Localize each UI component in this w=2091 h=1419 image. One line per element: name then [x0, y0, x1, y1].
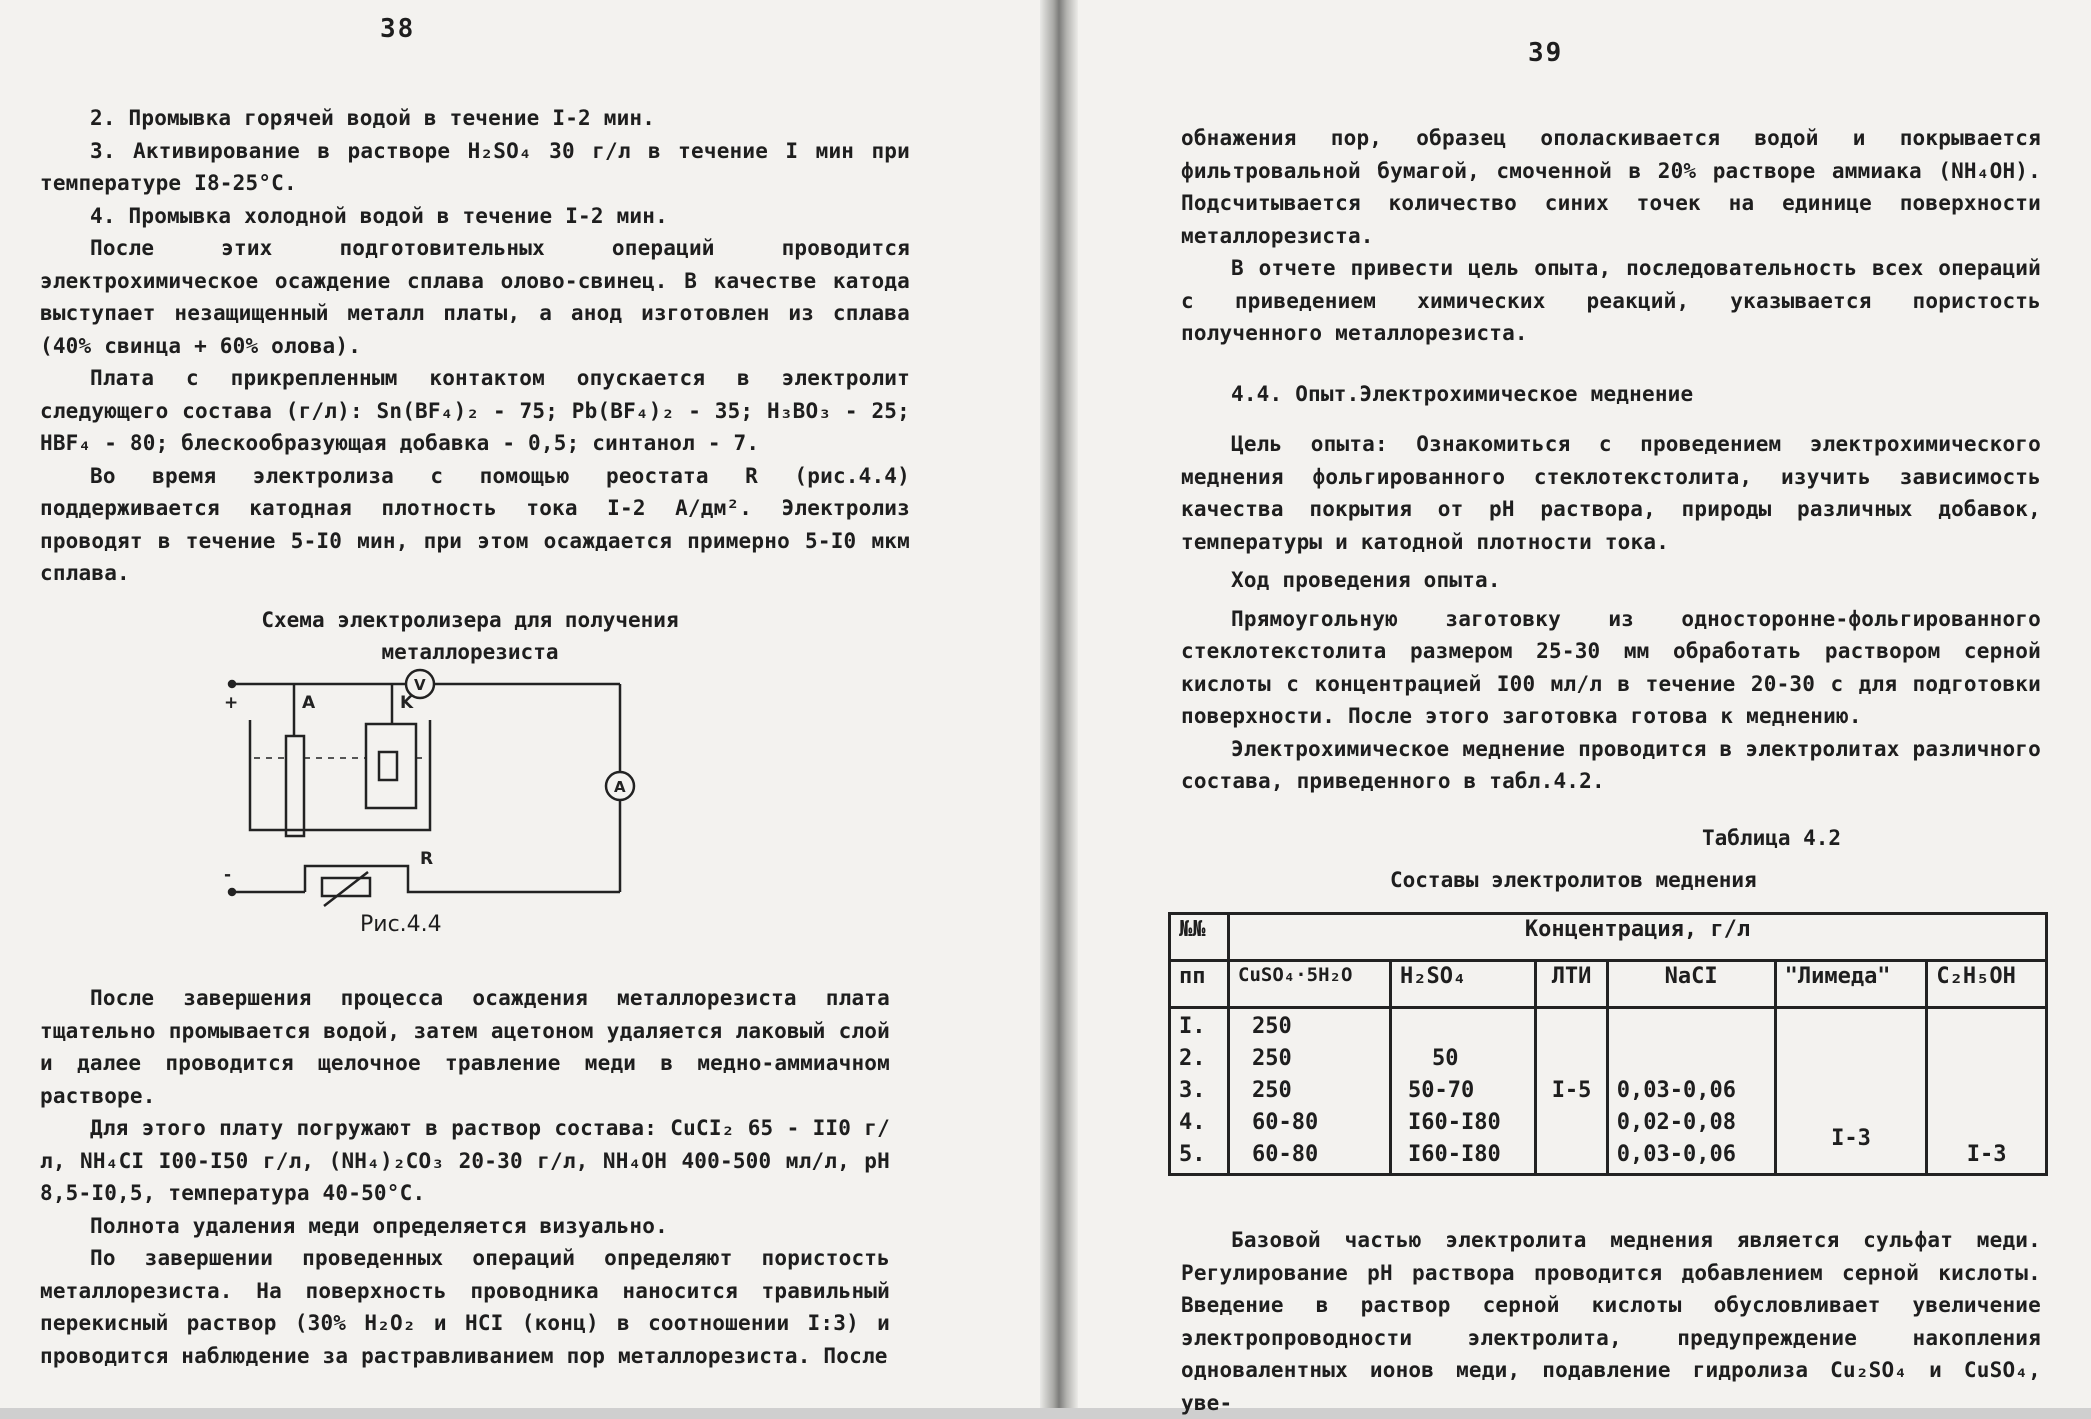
table-cell: 50-70 [1408, 1078, 1475, 1103]
table-cell: 2. [1179, 1046, 1206, 1071]
rheostat-icon [322, 878, 370, 896]
left-text-bottom [40, 982, 890, 1372]
table-header-row [1170, 914, 2047, 961]
table-cell [1408, 1011, 1526, 1043]
paragraph: 4. Промывка холодной водой в течение I-2 мин. [90, 203, 668, 228]
column-header: C₂H₅OH [1927, 961, 2047, 1008]
voltmeter-label: V [414, 676, 426, 694]
page-number: 39 [1528, 38, 1564, 68]
table-corner: №№ [1170, 914, 1229, 961]
right-page [1078, 0, 2091, 1408]
paragraph: Плата с прикрепленным контактом опускается в электролит следующего состава (г/л): Sn(BF₄)₂ - 75; Pb(BF₄)₂ - 35; H₃BO₃ - 25; HBF₄ - 80; блескообразующая добавка - 0,5; синтанол - 7. [40, 366, 910, 455]
anode-label: A [302, 693, 316, 713]
table-cell: I-3 [1966, 1142, 2007, 1167]
paragraph: После завершения процесса осаждения металлорезиста плата тщательно промывается водой, затем ацетоном удаляется лаковый слой и далее проводится щелочное травление меди в медно-аммиачном растворе. [40, 986, 890, 1108]
cathode-label: K [400, 693, 414, 713]
paragraph: В отчете привести цель опыта, последовательность всех операций с приведением химических реакций, указывается пористость полученного металлорезиста. [1181, 256, 2041, 345]
paragraph: Прямоугольную заготовку из односторонне-фольгированного стеклотекстолита размером 25-30 мм обработать раствором серной кислоты с концентрацией I00 мл/л в течение 20-30 с для подготовки поверхности. После этого заготовка готова к меднению. [1181, 606, 2041, 728]
table-cell: 250 [1252, 1014, 1292, 1039]
column-header: NaCI [1607, 961, 1775, 1008]
terminal-plus [229, 681, 235, 687]
h2so4-column [1391, 1008, 1536, 1175]
paragraph: По завершении проведенных операций определяют пористость металлорезиста. На поверхность проводника наносится травильный перекисный раствор (30% H₂O₂ и HCI (конц) в соотношении I:3) и проводится наблюдение за растравливанием пор металлорезиста. После [40, 1246, 890, 1368]
table-cell: I-5 [1551, 1078, 1592, 1103]
table-cell: 250 [1252, 1046, 1292, 1071]
table-cell: 50 [1432, 1046, 1459, 1071]
figure-title [230, 604, 710, 668]
lti-column [1536, 1008, 1607, 1175]
paragraph: 3. Активирование в растворе H₂SO₄ 30 г/л в течение I мин при температуре I8-25°C. [40, 138, 910, 195]
table-header-row [1170, 961, 2047, 1008]
row-number-column [1170, 1008, 1229, 1175]
figure-caption: Рис.4.4 [360, 912, 442, 937]
column-header: ЛТИ [1536, 961, 1607, 1008]
ethanol-column [1927, 1008, 2047, 1175]
paragraph: Ход проведения опыта. [1231, 568, 1501, 592]
section-heading: 4.4. Опыт.Электрохимическое меднение [1231, 381, 1694, 406]
table-cell: I-3 [1831, 1126, 1871, 1151]
paragraph: Для этого плату погружают в раствор состава: CuCI₂ 65 - II0 г/л, NH₄CI I00-I50 г/л, (NH₄)₂CO₃ 20-30 г/л, NH₄OH 400-500 мл/л, pH 8,5-I0,5, температура 40-50°C. [40, 1116, 890, 1205]
table-cell: I60-I80 [1408, 1142, 1501, 1167]
column-header: CuSO₄·5H₂O [1229, 961, 1391, 1008]
right-text-top [1181, 122, 2041, 798]
minus-label: - [224, 865, 232, 885]
table-cell: 60-80 [1252, 1110, 1319, 1135]
plus-label: + [224, 693, 239, 713]
nacl-column [1607, 1008, 1775, 1175]
ammeter-label: A [614, 778, 626, 796]
page-number: 38 [380, 14, 416, 44]
table-cell: I. [1179, 1014, 1206, 1039]
paragraph: Электрохимическое меднение проводится в электролитах различного состава, приведенного в табл.4.2. [1181, 736, 2041, 793]
table-row [1170, 1008, 2047, 1175]
cathode-board [379, 752, 397, 780]
cuso4-column [1229, 1008, 1391, 1175]
paragraph: Полнота удаления меди определяется визуально. [90, 1213, 668, 1238]
electrolyte-table [1168, 912, 2048, 1176]
table-cell: 0,03-0,06 [1616, 1142, 1736, 1167]
table-cell: 5. [1179, 1142, 1206, 1167]
paragraph: Во время электролиза с помощью реостата R (рис.4.4) поддерживается катодная плотность тока I-2 А/дм². Электролиз проводят в течение 5-I0 мин, при этом осаждается примерно 5-I0 мкм сплава. [40, 463, 910, 585]
figure-title-line: Схема электролизера для получения [261, 608, 679, 632]
anode-plate [286, 736, 304, 836]
right-text-bottom [1181, 1224, 2041, 1419]
cathode-holder [366, 724, 416, 808]
terminal-minus [229, 889, 235, 895]
electrolysis-bath [250, 720, 430, 830]
paragraph: 2. Промывка горячей водой в течение I-2 мин. [90, 106, 656, 130]
table-cell: I60-I80 [1408, 1110, 1501, 1135]
rheostat-label: R [420, 849, 434, 869]
electrolyzer-diagram [220, 660, 660, 910]
left-page [0, 0, 1040, 1408]
table-corner: пп [1170, 961, 1229, 1008]
book-gutter [1040, 0, 1078, 1408]
table-cell: 0,02-0,08 [1616, 1110, 1736, 1135]
paragraph: обнажения пор, образец ополаскивается водой и покрывается фильтровальной бумагой, смоченной в 20% растворе аммиака (NH₄OH). Подсчитывается количество синих точек на единице поверхности металлорезиста. [1181, 126, 2041, 248]
left-text-top [40, 102, 910, 590]
table-cell: 3. [1179, 1078, 1206, 1103]
table-label: Таблица 4.2 [1702, 826, 1842, 850]
limeda-column [1775, 1008, 1927, 1175]
column-header: "Лимеда" [1775, 961, 1927, 1008]
figure-title-line: металлорезиста [381, 640, 559, 664]
table-cell: 0,03-0,06 [1616, 1078, 1736, 1103]
paragraph: Базовой частью электролита меднения является сульфат меди. Регулирование pH раствора проводится добавлением серной кислоты. Введение в раствор серной кислоты обусловливает увеличение электропроводности электролита, предупреждение накопления одновалентных ионов меди, подавление гидролиза Cu₂SO₄ и CuSO₄, уве- [1181, 1228, 2041, 1415]
table-cell: 250 [1252, 1078, 1292, 1103]
column-header: H₂SO₄ [1391, 961, 1536, 1008]
paragraph: После этих подготовительных операций проводится электрохимическое осаждение сплава олово-свинец. В качестве катода выступает незащищенный металл платы, а анод изготовлен из сплава (40% свинца + 60% олова). [40, 236, 910, 358]
paragraph: Цель опыта: Ознакомиться с проведением электрохимического меднения фольгированного стеклотекстолита, изучить зависимость качества покрытия от pH раствора, природы различных добавок, температуры и катодной плотности тока. [1181, 432, 2041, 554]
table-cell: 4. [1179, 1110, 1206, 1135]
table-title: Составы электролитов меднения [1390, 868, 1757, 892]
table-group-header: Концентрация, г/л [1229, 914, 2047, 961]
table-cell: 60-80 [1252, 1142, 1319, 1167]
